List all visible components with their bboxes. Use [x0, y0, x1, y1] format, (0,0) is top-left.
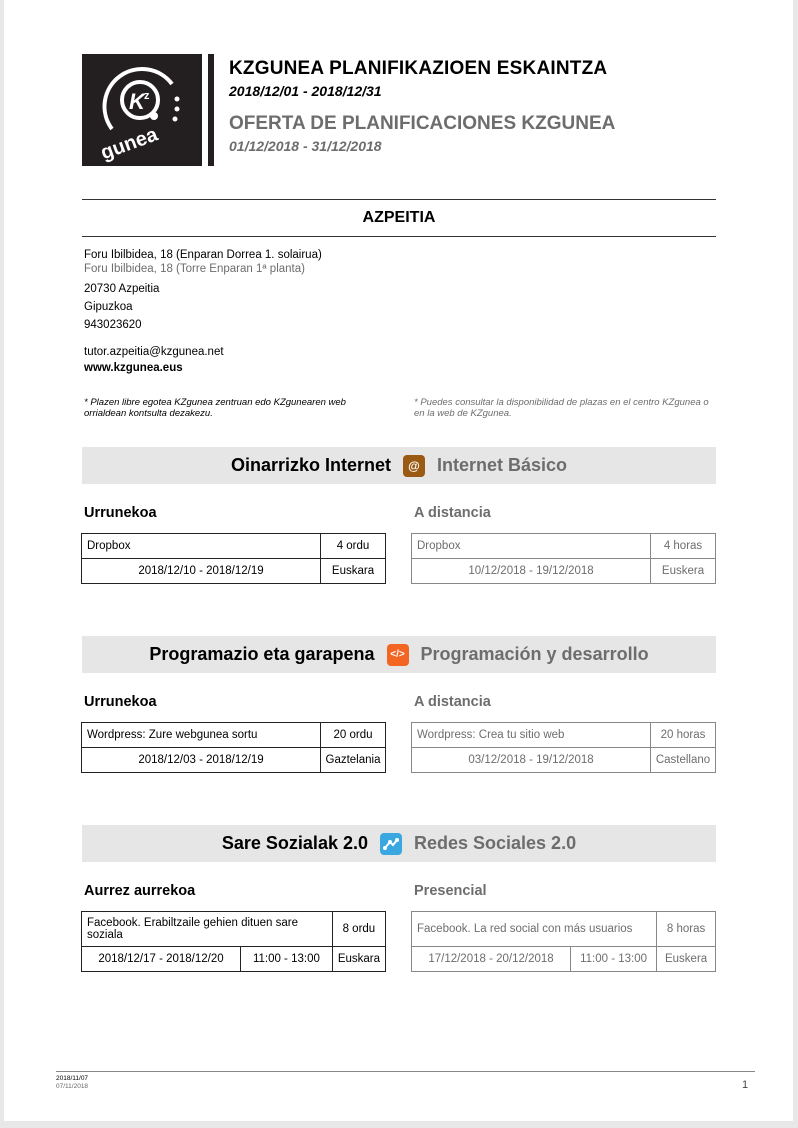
footer-divider: [56, 1071, 755, 1072]
title-basque: KZGUNEA PLANIFIKAZIOEN ESKAINTZA: [229, 58, 608, 79]
center-contact: [84, 247, 322, 376]
document-page: [4, 0, 793, 1121]
note-spanish: * Puedes consultar la disponibilidad de plazas en el centro KZgunea o en la web de KZgunea.: [414, 397, 709, 419]
category-title-basque: Oinarrizko Internet: [230, 455, 391, 475]
page-number: 1: [742, 1079, 749, 1091]
course-language: Castellano: [651, 748, 716, 773]
category-band: [82, 636, 716, 673]
course-name: Wordpress: Zure webgunea sortu: [82, 723, 321, 748]
note-basque: * Plazen libre egotea KZgunea zentruan edo KZgunearen web orrialdean kontsulta dezakezu.: [84, 397, 346, 419]
course-language: Euskera: [651, 559, 716, 584]
mode-basque: Urrunekoa: [84, 505, 157, 521]
code-icon: </>: [387, 644, 409, 666]
course-hours: 4 horas: [651, 534, 716, 559]
course-table-spanish: [411, 533, 716, 584]
footer-date-spanish: 07/11/2018: [56, 1083, 89, 1090]
course-table-basque: [81, 722, 386, 773]
course-hours: 20 ordu: [321, 723, 386, 748]
web-link[interactable]: www.kzgunea.eus: [84, 362, 183, 374]
mode-spanish: Presencial: [414, 883, 487, 899]
course-dates: 2018/12/10 - 2018/12/19: [82, 559, 321, 584]
course-language: Euskara: [332, 947, 385, 972]
course-language: Gaztelania: [321, 748, 386, 773]
course-name: Wordpress: Crea tu sitio web: [412, 723, 651, 748]
header-divider: [208, 54, 214, 166]
title-spanish: OFERTA DE PLANIFICACIONES KZGUNEA: [229, 113, 616, 134]
email-link[interactable]: tutor.azpeitia@kzgunea.net: [84, 346, 224, 358]
course-dates: 10/12/2018 - 19/12/2018: [412, 559, 651, 584]
course-dates: 2018/12/17 - 2018/12/20: [82, 947, 241, 972]
mode-spanish: A distancia: [414, 505, 491, 521]
kzgunea-logo: [82, 54, 202, 166]
course-dates: 17/12/2018 - 20/12/2018: [412, 947, 571, 972]
header-titles: [229, 58, 615, 154]
footer-date: [56, 1075, 88, 1091]
category-title-spanish: Internet Básico: [436, 455, 568, 475]
center-name-bar: [82, 199, 716, 237]
course-table-basque: [81, 533, 386, 584]
course-language: Euskera: [657, 947, 716, 972]
category-title-basque: Programazio eta garapena: [149, 644, 375, 664]
mode-basque: Aurrez aurrekoa: [84, 883, 196, 899]
phone: 943023620: [84, 319, 142, 331]
category-band: [82, 825, 716, 862]
province: Gipuzkoa: [84, 301, 133, 313]
course-language: Euskara: [321, 559, 386, 584]
mode-basque: Urrunekoa: [84, 694, 157, 710]
course-hours: 8 ordu: [332, 912, 385, 947]
category-title-spanish: Redes Sociales 2.0: [413, 833, 577, 853]
svg-text:gunea: gunea: [97, 123, 161, 165]
course-table-spanish: [411, 722, 716, 773]
dates-basque: 2018/12/01 - 2018/12/31: [229, 83, 382, 99]
center-name: AZPEITIA: [362, 209, 436, 226]
mode-spanish: A distancia: [414, 694, 491, 710]
course-time: 11:00 - 13:00: [571, 947, 657, 972]
category-title-basque: Sare Sozialak 2.0: [221, 833, 368, 853]
category-band: [82, 447, 716, 484]
footer-date-basque: 2018/11/07: [56, 1075, 89, 1082]
share-network-icon: [380, 833, 402, 855]
course-hours: 4 ordu: [321, 534, 386, 559]
course-name: Facebook. La red social con más usuarios: [412, 912, 657, 947]
course-dates: 2018/12/03 - 2018/12/19: [82, 748, 321, 773]
course-hours: 8 horas: [657, 912, 716, 947]
svg-text:z: z: [144, 90, 150, 102]
kzgunea-logo-icon: [82, 54, 202, 166]
address-spanish: Foru Ibilbidea, 18 (Torre Enparan 1ª planta): [84, 263, 305, 275]
course-hours: 20 horas: [651, 723, 716, 748]
dates-spanish: 01/12/2018 - 31/12/2018: [229, 138, 382, 154]
category-title-spanish: Programación y desarrollo: [420, 644, 649, 664]
course-name: Dropbox: [82, 534, 321, 559]
course-time: 11:00 - 13:00: [241, 947, 333, 972]
at-sign-icon: @: [403, 455, 425, 477]
postal-city: 20730 Azpeitia: [84, 283, 160, 295]
course-dates: 03/12/2018 - 19/12/2018: [412, 748, 651, 773]
course-name: Dropbox: [412, 534, 651, 559]
address-basque: Foru Ibilbidea, 18 (Enparan Dorrea 1. solairua): [84, 249, 322, 261]
course-table-basque: [81, 911, 386, 972]
course-name: Facebook. Erabiltzaile gehien dituen sare soziala: [82, 912, 333, 947]
svg-text:K: K: [129, 89, 145, 114]
course-table-spanish: [411, 911, 716, 972]
